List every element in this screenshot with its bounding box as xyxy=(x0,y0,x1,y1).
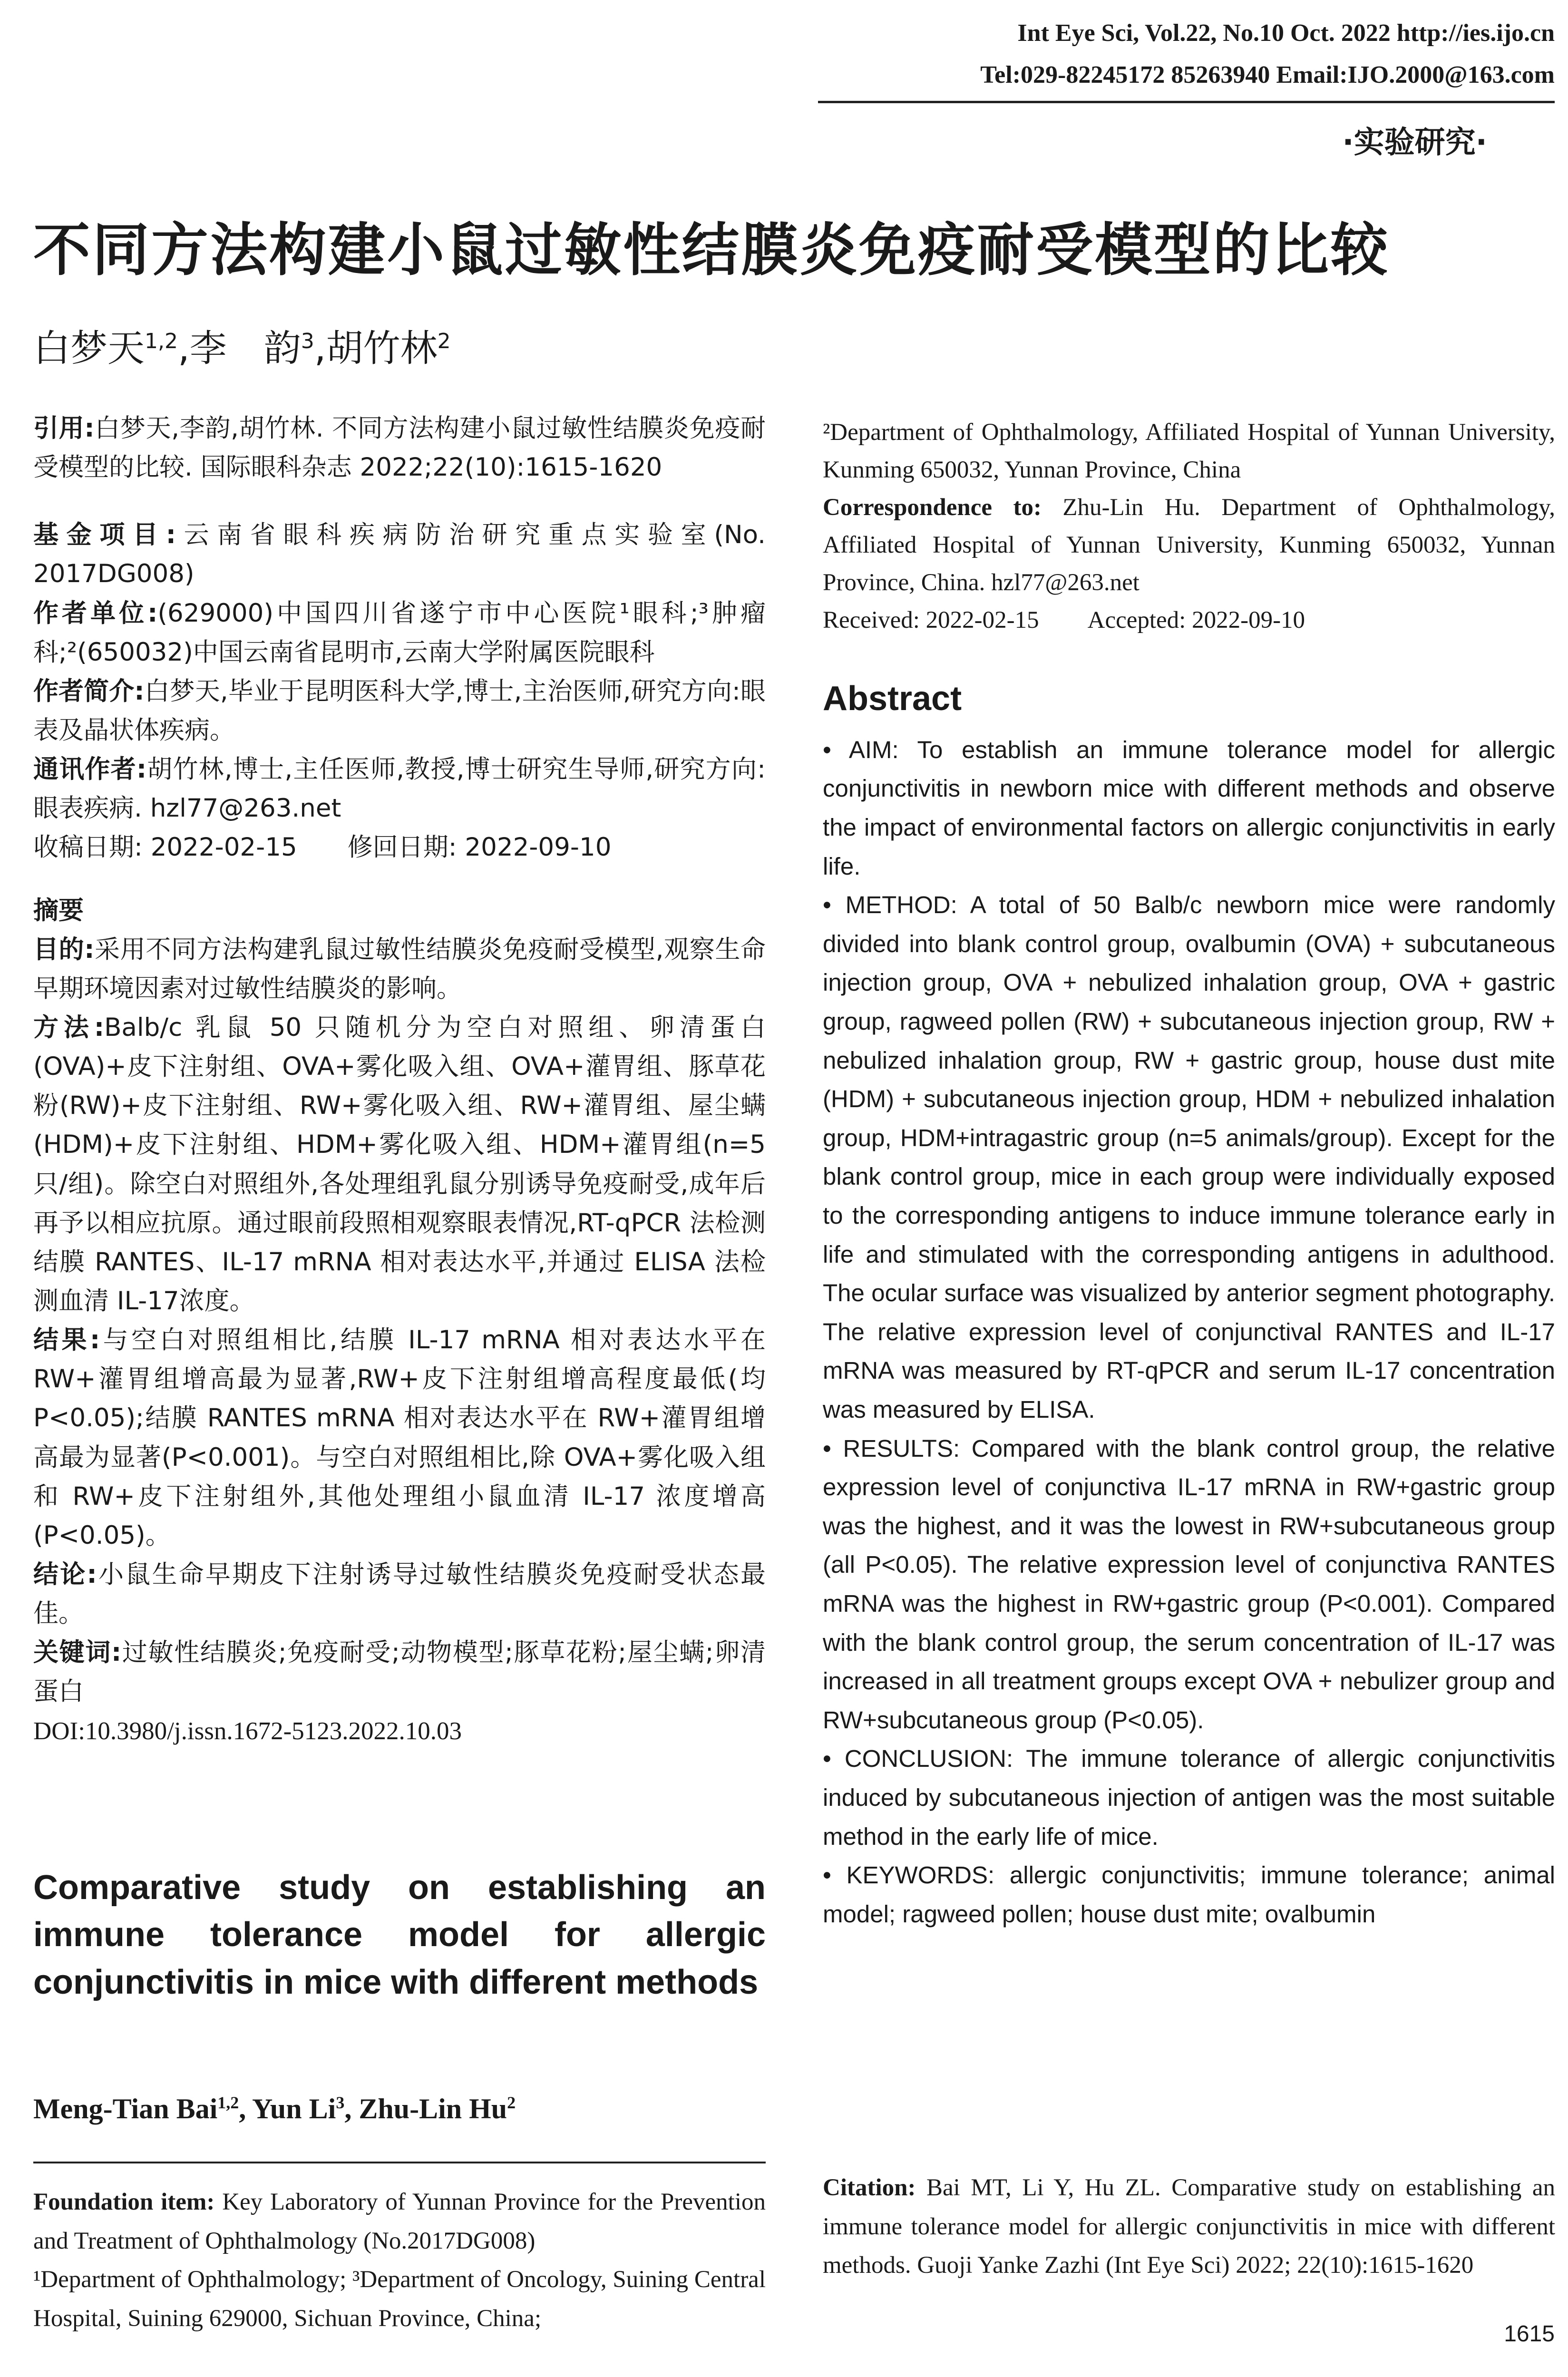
author-affiliation-marker: 1,2 xyxy=(145,329,178,353)
abstract-results-en: • RESULTS: Compared with the blank control group, the relative expression level of conjunctiva IL-17 mRNA in RW+gastric group was the highest, and it was the lowest in RW+subcutaneous group (all P<0.05). The relative expression level of conjunctiva RANTES mRNA was the highest in RW+gastric group (P<0.001). Compared with the blank control group, the serum concentration of IL-17 was increased in all treatment groups except OVA + nebulizer group and RW+subcutaneous group (P<0.05). xyxy=(823,1434,1555,1734)
abstract-aim-en: • AIM: To establish an immune tolerance model for allergic conjunctivitis in newborn mice with different methods and observe the impact of environmental factors on allergic conjunctivitis in early life. xyxy=(823,736,1555,880)
author-bio-cn xyxy=(33,672,766,750)
journal-header-line: Int Eye Sci, Vol.22, No.10 Oct. 2022 http://ies.ijo.cn xyxy=(1017,19,1555,47)
author-affiliation-marker: 2 xyxy=(507,2093,516,2112)
dates-en: Received: 2022-02-15 Accepted: 2022-09-10 xyxy=(823,607,1305,634)
doi: DOI:10.3980/j.issn.1672-5123.2022.10.03 xyxy=(33,1717,462,1745)
author-units-cn xyxy=(33,594,766,672)
corr-label: 通讯作者: xyxy=(33,755,147,784)
author-name: Meng-Tian Bai xyxy=(33,2093,218,2124)
foundation-block xyxy=(33,2183,766,2338)
author-affiliation-marker: 2 xyxy=(437,329,451,353)
conclusion-text: 小鼠生命早期皮下注射诱导过敏性结膜炎免疫耐受状态最佳。 xyxy=(33,1559,766,1628)
page-number: 1615 xyxy=(1504,2321,1555,2347)
method-text: Balb/c 乳鼠 50 只随机分为空白对照组、卵清蛋白(OVA)+皮下注射组、OVA+雾化吸入组、OVA+灌胃组、豚草花粉(RW)+皮下注射组、RW+雾化吸入组、RW+灌胃组、屋尘螨(HDM)+皮下注射组、HDM+雾化吸入组、HDM+灌胃组(n=5 只/组)。除空白对照组外,各处理组乳鼠分别诱导免疫耐受,成年后再予以相应抗原。通过眼前段照相观察眼表情况,RT-qPCR 法检测结膜 RANTES、IL-17 mRNA 相对表达水平,并通过 ELISA 法检测血清 IL-17浓度。 xyxy=(33,1013,766,1315)
paper-title-en: Comparative study on establishing an immune tolerance model for allergic conjunctivitis in mice with different methods xyxy=(33,1869,766,2001)
author-name: , Yun Li xyxy=(239,2093,336,2124)
affiliation-2: ²Department of Ophthalmology, Affiliated Hospital of Yunnan University, Kunming 650032, Yunnan Province, China xyxy=(823,419,1555,484)
units-text: (629000)中国四川省遂宁市中心医院¹眼科;³肿瘤科;²(650032)中国云南省昆明市,云南大学附属医院眼科 xyxy=(33,598,766,667)
author-name: , Zhu-Lin Hu xyxy=(344,2093,507,2124)
bio-text: 白梦天,毕业于昆明医科大学,博士,主治医师,研究方向:眼表及晶状体疾病。 xyxy=(33,676,766,745)
keywords-cn xyxy=(33,1633,766,1711)
keywords-label: 关键词: xyxy=(33,1638,122,1667)
affiliation-1: ¹Department of Ophthalmology; ³Department of Oncology, Suining Central Hospital, Suining 629000, Sichuan Province, China; xyxy=(33,2266,766,2332)
paper-title-cn: 不同方法构建小鼠过敏性结膜炎免疫耐受模型的比较 xyxy=(33,217,1390,283)
citation-label: 引用: xyxy=(33,414,95,443)
correspondence-label: Correspondence to: xyxy=(823,494,1042,521)
section-divider xyxy=(33,2162,766,2163)
abstract-heading-en: Abstract xyxy=(823,680,962,718)
citation-text: 白梦天,李韵,胡竹林. 不同方法构建小鼠过敏性结膜炎免疫耐受模型的比较. 国际眼科杂志 2022;22(10):1615-1620 xyxy=(33,414,766,482)
correspondence-en xyxy=(823,489,1555,602)
header-divider xyxy=(818,101,1555,103)
fund-text: 云南省眼科疾病防治研究重点实验室(No. 2017DG008) xyxy=(33,520,766,589)
abstract-conclusion-cn xyxy=(33,1555,766,1633)
fund-label: 基金项目: xyxy=(33,520,176,550)
abstract-result-cn xyxy=(33,1321,766,1555)
author-name: 白梦天 xyxy=(33,327,145,370)
journal-contact-line: Tel:029-82245172 85263940 Email:IJO.2000@163.com xyxy=(980,61,1555,88)
abstract-en xyxy=(823,731,1555,1933)
units-label: 作者单位: xyxy=(33,598,158,628)
right-column xyxy=(823,414,1555,1933)
result-label: 结果: xyxy=(33,1325,100,1355)
method-label: 方法: xyxy=(33,1013,105,1042)
abstract-aim-cn xyxy=(33,930,766,1008)
abstract-conclusion-en: • CONCLUSION: The immune tolerance of allergic conjunctivitis induced by subcutaneous injection of antigen was the most suitable method in the early life of mice. xyxy=(823,1745,1555,1850)
foundation-label: Foundation item: xyxy=(33,2189,215,2215)
author-name: ,李 韵 xyxy=(178,327,301,370)
keywords-en: • KEYWORDS: allergic conjunctivitis; immune tolerance; animal model; ragweed pollen; house dust mite; ovalbumin xyxy=(823,1861,1555,1928)
author-affiliation-marker: 3 xyxy=(301,329,314,353)
keywords-text: 过敏性结膜炎;免疫耐受;动物模型;豚草花粉;屋尘螨;卵清蛋白 xyxy=(33,1638,766,1706)
abstract-method-en: • METHOD: A total of 50 Balb/c newborn mice were randomly divided into blank control group, ovalbumin (OVA) + subcutaneous injection group, OVA + nebulized inhalation group, OVA + gastric group, ragweed pollen (RW) + subcutaneous injection group, RW + nebulized inhalation group, RW + gastric group, house dust mite (HDM) + subcutaneous injection group, HDM + nebulized inhalation group, HDM+intragastric group (n=5 animals/group). Except for the blank control group, mice in each group were individually exposed to the corresponding antigens to induce immune tolerance early in life and stimulated with the corresponding antigens in adulthood. The ocular surface was visualized by anterior segment photography. The relative expression level of conjunctival RANTES and IL-17 mRNA was measured by RT-qPCR and serum IL-17 concentration was measured by ELISA. xyxy=(823,891,1555,1423)
section-tag: ·实验研究· xyxy=(1342,125,1487,160)
bio-label: 作者简介: xyxy=(33,676,145,706)
authors-en xyxy=(33,2093,516,2125)
citation-label-en: Citation: xyxy=(823,2174,916,2201)
citation-en xyxy=(823,2169,1555,2285)
fund-item-cn xyxy=(33,516,766,594)
corresponding-author-cn xyxy=(33,750,766,828)
foundation-text: Key Laboratory of Yunnan Province for the Prevention and Treatment of Ophthalmology (No.2017DG008) xyxy=(33,2189,766,2254)
corr-text: 胡竹林,博士,主任医师,教授,博士研究生导师,研究方向:眼表疾病. hzl77@263.net xyxy=(33,755,766,823)
aim-text: 采用不同方法构建乳鼠过敏性结膜炎免疫耐受模型,观察生命早期环境因素对过敏性结膜炎的影响。 xyxy=(33,935,766,1003)
left-column xyxy=(33,409,766,1751)
conclusion-label: 结论: xyxy=(33,1559,97,1589)
authors-cn xyxy=(33,319,451,372)
author-affiliation-marker: 3 xyxy=(336,2093,345,2112)
result-text: 与空白对照组相比,结膜 IL-17 mRNA 相对表达水平在 RW+灌胃组增高最为显著,RW+皮下注射组增高程度最低(均 P<0.05);结膜 RANTES mRNA 相对表达水平在 RW+灌胃组增高最为显著(P<0.001)。与空白对照组相比,除 OVA+雾化吸入组和 RW+皮下注射组外,其他处理组小鼠血清 IL-17 浓度增高(P<0.05)。 xyxy=(33,1325,766,1550)
correspondence-text: Zhu-Lin Hu. Department of Ophthalmology, Affiliated Hospital of Yunnan University, Kunming 650032, Yunnan Province, China. hzl77@263.net xyxy=(823,494,1556,596)
author-affiliation-marker: 1,2 xyxy=(217,2093,239,2112)
dates-cn: 收稿日期: 2022-02-15 修回日期: 2022-09-10 xyxy=(33,833,612,862)
citation-cn xyxy=(33,409,766,487)
aim-label: 目的: xyxy=(33,935,95,964)
citation-text-en: Bai MT, Li Y, Hu ZL. Comparative study on establishing an immune tolerance model for allergic conjunctivitis in mice with different methods. Guoji Yanke Zazhi (Int Eye Sci) 2022; 22(10):1615-1620 xyxy=(823,2174,1555,2279)
author-name: ,胡竹林 xyxy=(314,327,438,370)
abstract-heading-cn: 摘要 xyxy=(33,896,84,925)
abstract-method-cn xyxy=(33,1008,766,1321)
